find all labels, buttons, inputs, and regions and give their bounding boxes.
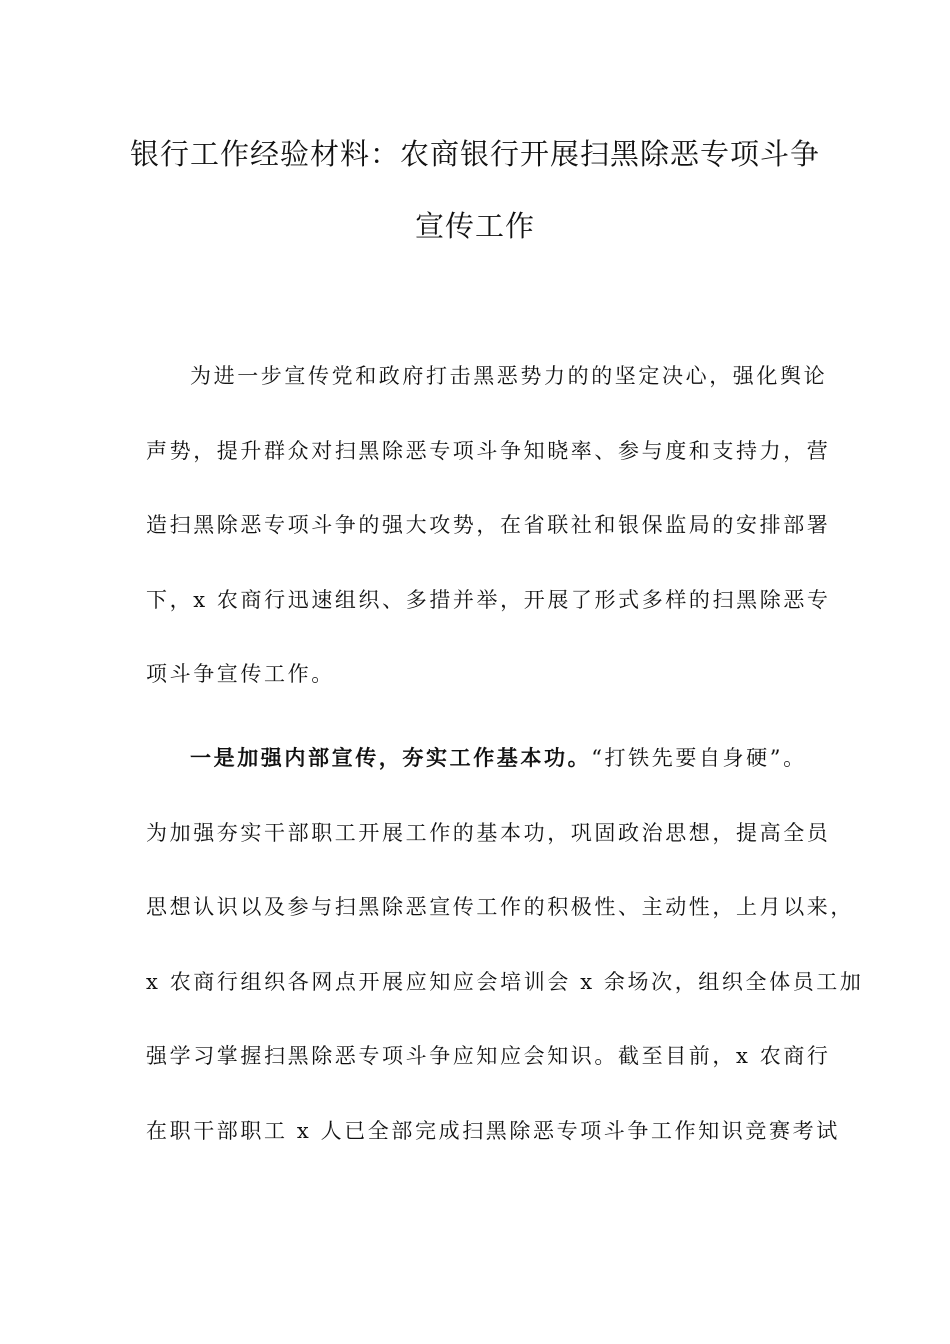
paragraph-1-line-2: 声势，提升群众对扫黑除恶专项斗争知晓率、参与度和支持力，营 xyxy=(146,439,831,463)
paragraph-1-line-5: 项斗争宣传工作。 xyxy=(146,662,335,686)
paragraph-1-line-3: 造扫黑除恶专项斗争的强大攻势，在省联社和银保监局的安排部署 xyxy=(146,513,831,537)
paragraph-2-line-4: 强学习掌握扫黑除恶专项斗争应知应会知识。截至目前，x 农商行 xyxy=(146,1044,831,1068)
paragraph-2-line-2: 思想认识以及参与扫黑除恶宣传工作的积极性、主动性，上月以来， xyxy=(146,895,854,919)
paragraph-2-first-line xyxy=(190,743,816,773)
paragraph-2-heading-tail: “打铁先要自身硬”。 xyxy=(591,746,807,770)
document-title-line-1: 银行工作经验材料：农商银行开展扫黑除恶专项斗争 xyxy=(129,137,820,171)
document-title-line-2: 宣传工作 xyxy=(414,209,535,243)
paragraph-2-heading: 一是加强内部宣传，夯实工作基本功。 xyxy=(190,746,592,770)
paragraph-2-line-1: 为加强夯实干部职工开展工作的基本功，巩固政治思想，提高全员 xyxy=(146,821,831,845)
paragraph-2-line-3: x 农商行组织各网点开展应知应会培训会 x 余场次，组织全体员工加 xyxy=(146,970,864,994)
paragraph-1-line-1: 为进一步宣传党和政府打击黑恶势力的的坚定决心，强化舆论 xyxy=(190,364,828,388)
paragraph-1-line-4: 下，x 农商行迅速组织、多措并举，开展了形式多样的扫黑除恶专 xyxy=(146,588,831,612)
paragraph-2-line-5: 在职干部职工 x 人已全部完成扫黑除恶专项斗争工作知识竞赛考试 xyxy=(146,1119,840,1143)
